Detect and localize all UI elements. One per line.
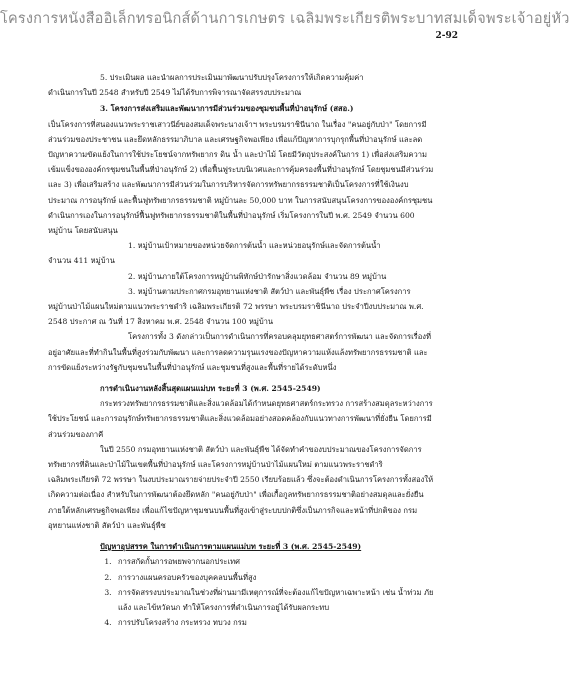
section-3-sub1: 1. หมู่บ้านเป้าหมายของหน่วยจัดการต้นน้ำ และหน่วยอนุรักษ์และจัดการต้นน้ำ (128, 241, 381, 251)
results-paragraph-1: กระทรวงทรัพยากรธรรมชาติและสิ่งแวดล้อมได้กำหนดยุทธศาสตร์กระทรวง การสร้างสมดุลระหว่างการใช้ประโยชน์ และการอนุรักษ์ทรัพยากรธรรมชาติและสิ่งแวดล้อมอย่างสอดคล้องกับแนวทางการพัฒนาที่ยั่งยืน โดยการมีส่วนร่วมของภาคี (48, 399, 433, 439)
section-3-heading: 3. โครงการส่งเสริมและพัฒนาการมีส่วนร่วมของชุมชนพื้นที่ป่าอนุรักษ์ (สสอ.) (100, 104, 354, 114)
document-header: โครงการหนังสืออิเล็กทรอนิกส์ด้านการเกษตร เฉลิมพระเกียรติพระบาทสมเด็จพระเจ้าอยู่หัว (0, 11, 570, 27)
problems-heading: ปัญหาอุปสรรค ในการดำเนินการตามแผนแม่บท ระยะที่ 3 (พ.ศ. 2545-2549) (100, 542, 362, 552)
problems-list-item: 3. การจัดสรรงบประมาณในช่วงที่ผ่านมามีเหตุการณ์ที่จะต้องแก้ไขปัญหาเฉพาะหน้า เช่น น้ำท่วม ภัยแล้ง และไข้หวัดนก ทำให้โครงการที่ดำเนินการอยู่ได้รับผลกระทบ (114, 585, 434, 615)
results-heading: การดำเนินงานหลังสิ้นสุดแผนแม่บท ระยะที่ 3 (พ.ศ. 2545-2549) (100, 384, 321, 394)
results-paragraph-2: ในปี 2550 กรมอุทยานแห่งชาติ สัตว์ป่า และพันธุ์พืช ได้จัดทำคำของบประมาณของโครงการจัดการทรัพยากรที่ดินและป่าไม้ในเขตพื้นที่ป่าอนุรักษ์ และโครงการหมู่บ้านป่าไม้แผนใหม่ ตามแนวพระราชดำริ เฉลิมพระเกียรติ 72 พรรษา ในงบประมาณรายจ่ายประจำปี 2550 เรียบร้อยแล้ว ซึ่งจะต้องดำเนินการโครงการทั้งสองให้เกิดความต่อเนื่อง สำหรับในการพัฒนาต้องยึดหลัก "คนอยู่กับป่า" เพื่อเกื้อกูลทรัพยากรธรรมชาติอย่างสมดุลและยั่งยืน ภายใต้หลักเศรษฐกิจพอเพียง เพื่อแก้ไขปัญหาชุมชนบนพื้นที่สูงเข้าสู่ระบบปกติซึ่งเป็นภารกิจและหน้าที่ปกติของ กรมอุทยานแห่งชาติ สัตว์ป่า และพันธุ์พืช (48, 444, 434, 530)
section-3-sub2: 2. หมู่บ้านภายใต้โครงการหมู่บ้านพิทักษ์ป่ารักษาสิ่งแวดล้อม จำนวน 89 หมู่บ้าน (128, 271, 387, 281)
page-number: 2-92 (435, 31, 458, 41)
problems-list-item: 1. การสกัดกั้นการอพยพจากนอกประเทศ (114, 554, 434, 569)
document-body (48, 70, 434, 630)
section-3-summary: โครงการทั้ง 3 ดังกล่าวเป็นการดำเนินการที่ครอบคลุมยุทธศาสตร์การพัฒนา และจัดการเรื่องที่อยู่อาศัยและที่ทำกินในพื้นที่สูงร่วมกับพัฒนา และการลดความรุนแรงของปัญหาความแห้งแล้งทรัพยากรธรรมชาติ และการขัดแย้งระหว่างรัฐกับชุมชนในพื้นที่ป่าอนุรักษ์ และชุมชนที่สูงและพื้นที่รายได้ระดับหนึ่ง (48, 332, 432, 372)
problems-list (48, 554, 434, 630)
problems-list-item: 4. การปรับโครงสร้าง กระทรวง ทบวง กรม (114, 615, 434, 630)
section-3-sub1-count: จำนวน 411 หมู่บ้าน (48, 256, 115, 266)
item-5-line2: ดำเนินการในปี 2548 สำหรับปี 2549 ไม่ได้รับการพิจารณาจัดสรรงบประมาณ (48, 88, 302, 98)
section-3-paragraph: เป็นโครงการที่สนองแนวพระราชเสาวนีย์ของสมเด็จพระนางเจ้าฯ พระบรมราชินีนาถ ในเรื่อง "คนอยู่กับป่า" โดยการมีส่วนร่วมของประชาชน และยึดหลักธรรมาภิบาล และเศรษฐกิจพอเพียง เพื่อแก้ปัญหาการบุกรุกพื้นที่ป่าอนุรักษ์ และลดปัญหาความขัดแย้งในการใช้ประโยชน์จากทรัพยากร ดิน น้ำ และป่าไม้ โดยมีวัตถุประสงค์ในการ 1) เพื่อส่งเสริมความเข้มแข็งขององค์กรชุมชนในพื้นที่ป่าอนุรักษ์ 2) เพื่อฟื้นฟูระบบนิเวศและการคุ้มครองพื้นที่ป่าอนุรักษ์ โดยชุมชนมีส่วนร่วม และ 3) เพื่อเสริมสร้าง และพัฒนาการมีส่วนร่วมในการบริหารจัดการทรัพยากรธรรมชาติเป็นโครงการที่ใช้เงินงบประมาณ การอนุรักษ์ และฟื้นฟูทรัพยากรธรรมชาติ หมู่บ้านละ 50,000 บาท ในการสนับสนุนโครงการขององค์กรชุมชนดำเนินการเองในการอนุรักษ์ฟื้นฟูทรัพยากรธรรมชาติในพื้นที่ป่าอนุรักษ์ เริ่มโครงการในปี พ.ศ. 2549 จำนวน 600 หมู่บ้าน โดยสนับสนุน (48, 119, 434, 236)
problems-list-item: 2. การวางแผนครอบครัวของบุคคลบนพื้นที่สูง (114, 570, 434, 585)
item-5-line1: 5. ประเมินผล และนำผลการประเมินมาพัฒนาปรับปรุงโครงการให้เกิดความคุ้มค่า (100, 73, 364, 82)
section-3-sub3: 3. หมู่บ้านตามประกาศกรมอุทยานแห่งชาติ สัตว์ป่า และพันธุ์พืช เรื่อง ประกาศโครงการ หมู่บ้านป่าไม้แผนใหม่ตามแนวพระราชดำริ เฉลิมพระเกียรติ 72 พรรษา พระบรมราชินีนาถ ประจำปีงบประมาณ พ.ศ. 2548 ประกาศ ณ วันที่ 17 สิงหาคม พ.ศ. 2548 จำนวน 100 หมู่บ้าน (48, 286, 424, 327)
